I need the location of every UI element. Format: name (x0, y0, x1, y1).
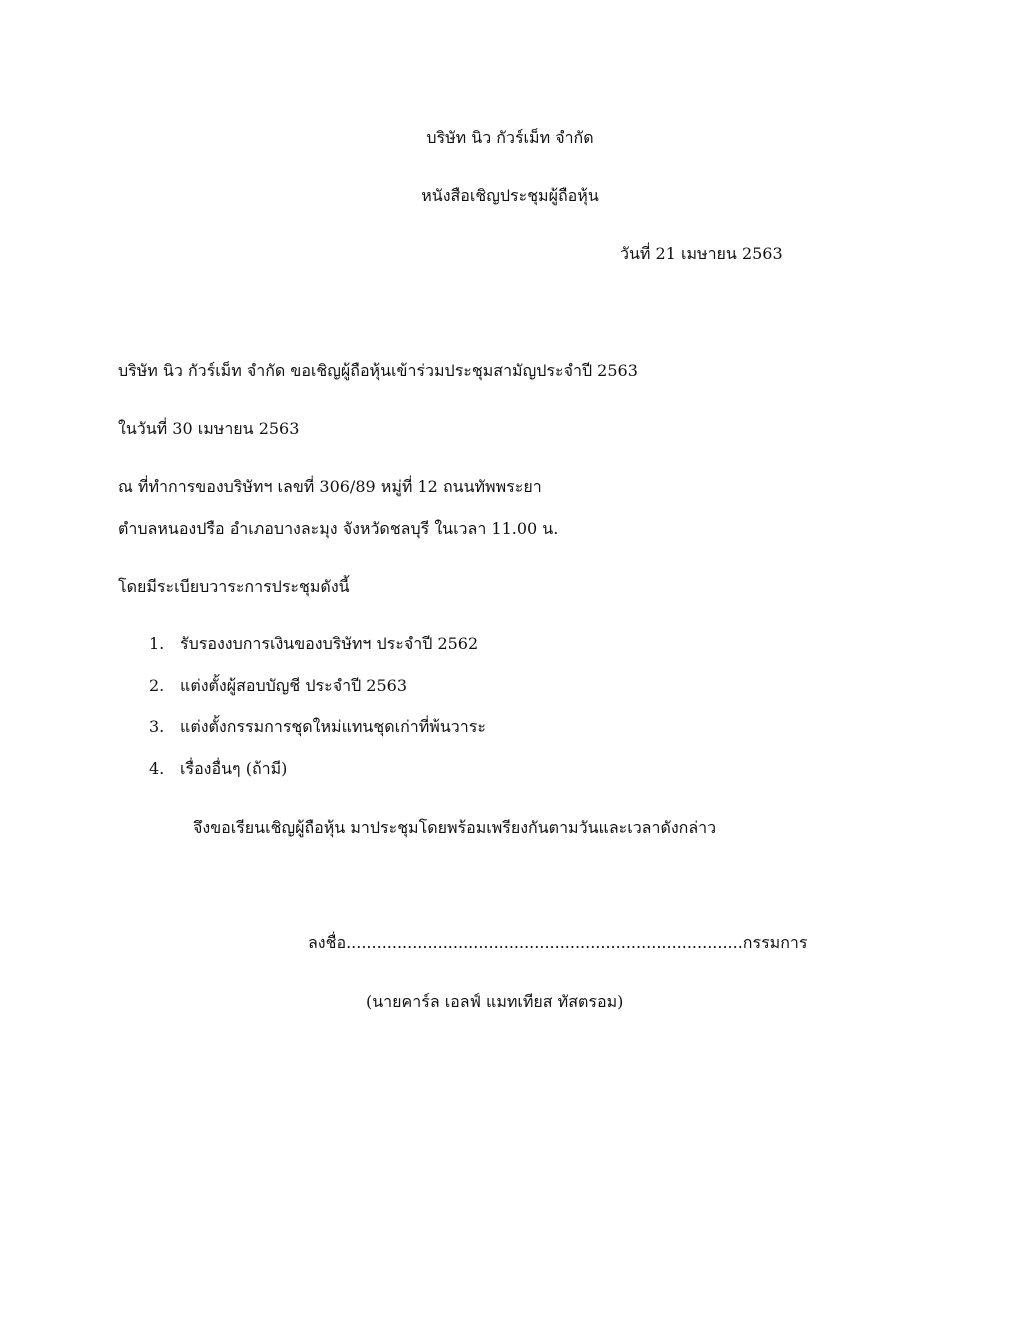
agenda-item-number: 1. (149, 634, 165, 653)
agenda-item-text: แต่งตั้งกรรมการชุดใหม่แทนชุดเก่าที่พ้นวาระ (180, 717, 486, 736)
agenda-item-number: 4. (149, 759, 165, 778)
closing-paragraph: จึงขอเรียนเชิญผู้ถือหุ้น มาประชุมโดยพร้อมเพรียงกันตามวันและเวลาดังกล่าว (193, 818, 717, 837)
agenda-item-text: เรื่องอื่นๆ (ถ้ามี) (180, 759, 288, 778)
meeting-address-line-2: ตำบลหนองปรือ อำเภอบางละมุง จังหวัดชลบุรี ในเวลา 11.00 น. (118, 519, 559, 538)
agenda-item-text: รับรองงบการเงินของบริษัทฯ ประจำปี 2562 (180, 634, 479, 653)
company-name: บริษัท นิว กัวร์เม็ท จำกัด (426, 128, 594, 147)
signature-line: ลงชื่อ..............................................................................กรรมการ (308, 933, 808, 952)
document-date: วันที่ 21 เมษายน 2563 (620, 244, 783, 263)
agenda-item-number: 2. (149, 676, 165, 695)
document-title: หนังสือเชิญประชุมผู้ถือหุ้น (421, 186, 599, 205)
agenda-intro: โดยมีระเบียบวาระการประชุมดังนี้ (118, 577, 350, 596)
agenda-item-text: แต่งตั้งผู้สอบบัญชี ประจำปี 2563 (180, 676, 408, 695)
signatory-name: (นายคาร์ล เอลฟ์ แมทเทียส ทัสตรอม) (366, 992, 624, 1011)
agenda-item-number: 3. (149, 717, 165, 736)
intro-paragraph: บริษัท นิว กัวร์เม็ท จำกัด ขอเชิญผู้ถือหุ้นเข้าร่วมประชุมสามัญประจำปี 2563 (118, 361, 638, 380)
meeting-date: ในวันที่ 30 เมษายน 2563 (118, 419, 300, 438)
meeting-address-line-1: ณ ที่ทำการของบริษัทฯ เลขที่ 306/89 หมู่ที่ 12 ถนนทัพพระยา (118, 477, 542, 496)
